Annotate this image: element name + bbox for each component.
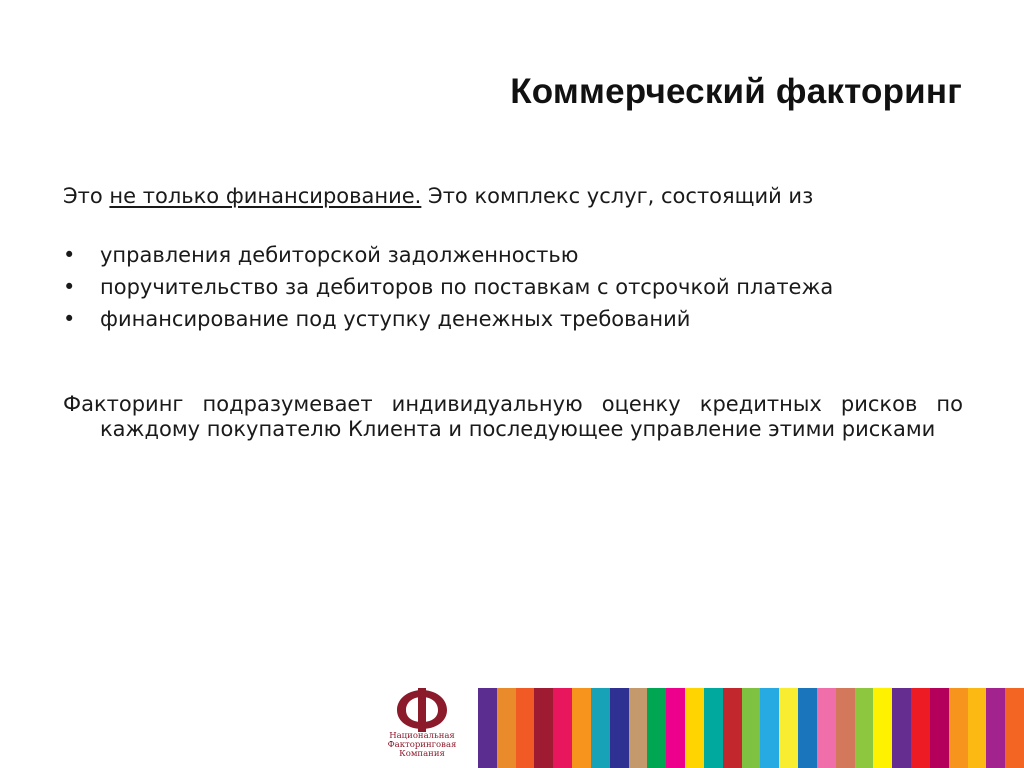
intro-underlined: не только финансирование. bbox=[109, 184, 422, 208]
color-stripe bbox=[704, 688, 723, 768]
color-stripe bbox=[610, 688, 629, 768]
bullet-text: управления дебиторской задолженностью bbox=[100, 243, 579, 267]
color-stripe bbox=[1005, 688, 1024, 768]
list-item bbox=[63, 243, 963, 268]
decorative-color-stripes bbox=[478, 688, 1024, 768]
color-stripe bbox=[986, 688, 1005, 768]
color-stripe bbox=[798, 688, 817, 768]
color-stripe bbox=[968, 688, 987, 768]
color-stripe bbox=[742, 688, 761, 768]
intro-line bbox=[63, 183, 963, 209]
color-stripe bbox=[553, 688, 572, 768]
color-stripe bbox=[930, 688, 949, 768]
bullet-list bbox=[63, 243, 963, 339]
bullet-text: финансирование под уступку денежных требований bbox=[100, 307, 691, 331]
factoring-paragraph: Факторинг подразумевает индивидуальную оценку кредитных рисков по каждому покупателю Клиента и последующее управление этими рисками bbox=[63, 392, 963, 441]
color-stripe bbox=[892, 688, 911, 768]
color-stripe bbox=[760, 688, 779, 768]
intro-suffix: Это комплекс услуг, состоящий из bbox=[421, 184, 814, 208]
color-stripe bbox=[666, 688, 685, 768]
bullet-icon: • bbox=[63, 275, 76, 299]
company-logo bbox=[372, 688, 472, 768]
logo-line-2: Факторинговая bbox=[387, 740, 457, 750]
color-stripe bbox=[572, 688, 591, 768]
bullet-icon: • bbox=[63, 307, 76, 331]
color-stripe bbox=[516, 688, 535, 768]
color-stripe bbox=[591, 688, 610, 768]
color-stripe bbox=[478, 688, 497, 768]
list-item bbox=[63, 307, 963, 332]
color-stripe bbox=[855, 688, 874, 768]
bullet-text: поручительство за дебиторов по поставкам с отсрочкой платежа bbox=[100, 275, 834, 299]
slide-title: Коммерческий факторинг bbox=[510, 72, 962, 111]
phi-letter-logo-icon bbox=[391, 688, 453, 732]
list-item bbox=[63, 275, 963, 300]
color-stripe bbox=[647, 688, 666, 768]
color-stripe bbox=[949, 688, 968, 768]
color-stripe bbox=[779, 688, 798, 768]
logo-line-3: Компания bbox=[399, 749, 445, 759]
color-stripe bbox=[911, 688, 930, 768]
color-stripe bbox=[534, 688, 553, 768]
color-stripe bbox=[817, 688, 836, 768]
color-stripe bbox=[497, 688, 516, 768]
color-stripe bbox=[685, 688, 704, 768]
color-stripe bbox=[629, 688, 648, 768]
color-stripe bbox=[723, 688, 742, 768]
intro-prefix: Это bbox=[63, 184, 110, 208]
color-stripe bbox=[836, 688, 855, 768]
logo-line-1: Национальная bbox=[389, 731, 455, 741]
bullet-icon: • bbox=[63, 243, 76, 267]
color-stripe bbox=[873, 688, 892, 768]
